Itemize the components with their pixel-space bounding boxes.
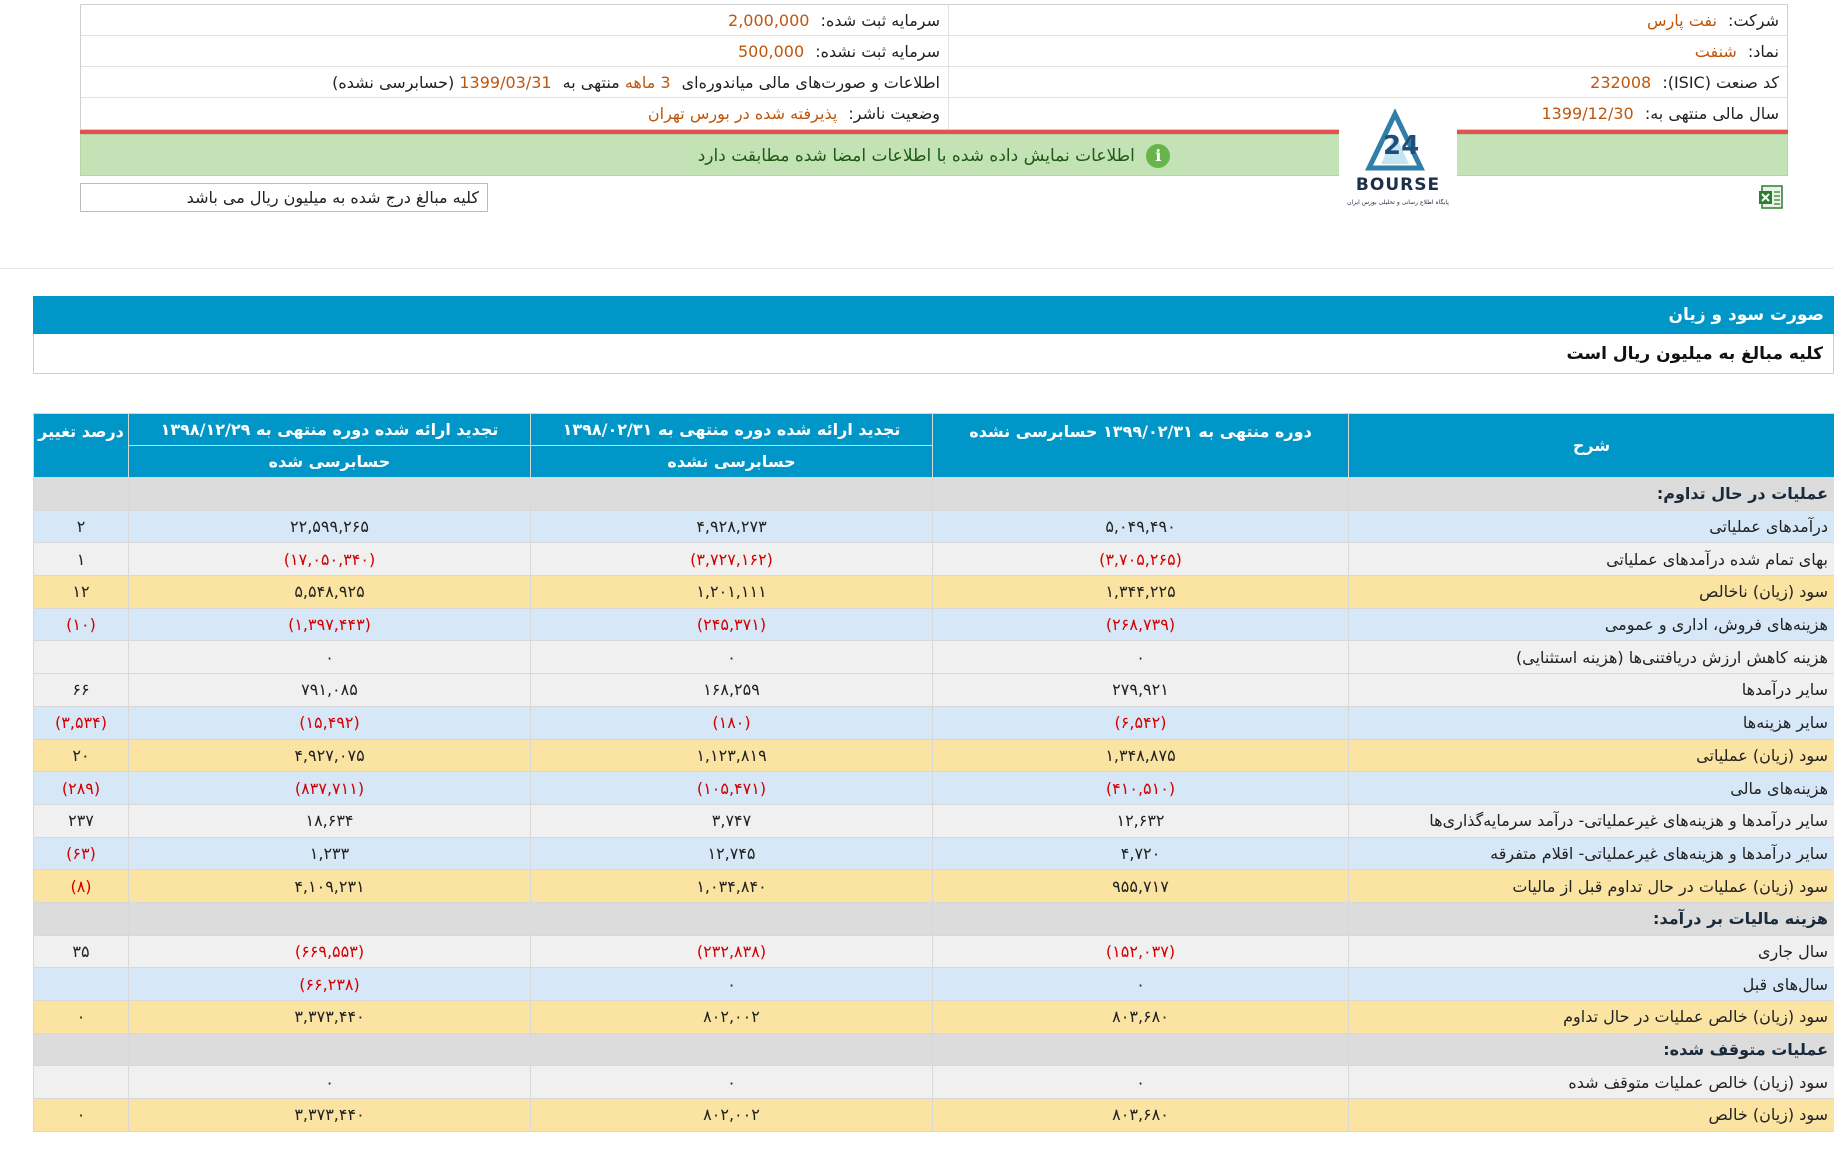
- cell-value: ۴,۱۰۹,۲۳۱: [294, 876, 365, 896]
- cell-value: (۳,۵۳۴): [55, 713, 107, 733]
- row-current-period: [933, 870, 1349, 903]
- cell-value: ۴,۹۲۷,۰۷۵: [294, 745, 365, 765]
- cell-value: ۳,۷۴۷: [711, 811, 752, 831]
- cell-value: ۰: [76, 1105, 86, 1125]
- row-description: سود (زیان) عملیاتی: [1349, 739, 1834, 772]
- row-current-period: [933, 1066, 1349, 1099]
- cell-value: ۱,۲۳۳: [309, 843, 350, 863]
- company-cell: [947, 5, 1787, 35]
- row-current-period: [933, 935, 1349, 968]
- table-row: [34, 1099, 1834, 1132]
- cell-value: ۸۰۳,۶۸۰: [1112, 1007, 1169, 1027]
- row-prior-year: [129, 478, 531, 511]
- info-row-isic: [81, 67, 1787, 98]
- cell-value: ۱۶۸,۲۵۹: [703, 680, 760, 700]
- row-prior-period: [531, 968, 933, 1001]
- logo-number: 24: [1383, 131, 1420, 161]
- cell-value: (۴۱۰,۵۱۰): [1105, 778, 1176, 798]
- logo-caption: پایگاه اطلاع رسانی و تحلیلی بورس ایران: [1347, 199, 1449, 206]
- row-prior-period: [531, 935, 933, 968]
- row-percent-change: [34, 576, 129, 609]
- row-current-period: [933, 804, 1349, 837]
- row-description: سایر درآمدها: [1349, 674, 1834, 707]
- report-period: 3 ماهه: [624, 73, 671, 92]
- page-separator: [0, 268, 1834, 269]
- row-description: سود (زیان) ناخالص: [1349, 576, 1834, 609]
- cell-value: (۳,۷۲۷,۱۶۲): [690, 549, 773, 569]
- row-prior-period: [531, 641, 933, 674]
- company-value: نفت پارس: [1647, 11, 1717, 30]
- row-percent-change: [34, 968, 129, 1001]
- row-prior-year: [129, 706, 531, 739]
- cell-value: (۱۰۵,۴۷۱): [696, 778, 767, 798]
- row-prior-period: [531, 510, 933, 543]
- row-current-period: [933, 739, 1349, 772]
- cell-value: (۱۰): [66, 615, 96, 635]
- verification-status-bar: [80, 134, 1788, 176]
- isic-value: 232008: [1590, 73, 1652, 92]
- row-prior-period: [531, 576, 933, 609]
- cell-value: (۸۳۷,۷۱۱): [294, 778, 365, 798]
- row-description: هزینه کاهش ارزش دریافتنی‌ها (هزینه استثنایی): [1349, 641, 1834, 674]
- cell-value: ۲۷۹,۹۲۱: [1112, 680, 1169, 700]
- cell-value: ۱۲,۷۴۵: [707, 843, 756, 863]
- row-description: بهای تمام شده درآمدهای عملیاتی: [1349, 543, 1834, 576]
- row-prior-year: [129, 1066, 531, 1099]
- registered-capital-label: سرمایه ثبت شده:: [820, 11, 940, 30]
- cell-value: (۱,۳۹۷,۴۴۳): [288, 615, 371, 635]
- cell-value: ۰: [727, 647, 736, 667]
- cell-value: (۱۷,۰۵۰,۳۴۰): [283, 549, 376, 569]
- table-row: [34, 837, 1834, 870]
- cell-value: ۱۲: [72, 582, 90, 602]
- cell-value: ۶۶: [72, 680, 90, 700]
- cell-value: (۶۶۹,۵۵۳): [294, 941, 365, 961]
- row-prior-period: [531, 1066, 933, 1099]
- table-row: [34, 674, 1834, 707]
- header-description: شرح: [1349, 414, 1834, 478]
- row-percent-change: [34, 804, 129, 837]
- row-prior-year: [129, 902, 531, 935]
- row-description: سایر درآمدها و هزینه‌های غیرعملیاتی- اقلام متفرقه: [1349, 837, 1834, 870]
- cell-value: ۰: [325, 1072, 334, 1092]
- row-prior-period: [531, 543, 933, 576]
- report-middle: منتهی به: [562, 73, 620, 92]
- company-info-panel: [80, 4, 1788, 130]
- row-prior-period: [531, 706, 933, 739]
- table-row: [34, 968, 1834, 1001]
- cell-value: ۳۵: [72, 941, 90, 961]
- registered-capital-value: 2,000,000: [728, 11, 810, 30]
- row-current-period: [933, 1099, 1349, 1132]
- header-percent-change: درصد تغییر: [34, 414, 129, 478]
- row-percent-change: [34, 478, 129, 511]
- row-prior-year: [129, 1033, 531, 1066]
- cell-value: ۵,۰۴۹,۴۹۰: [1105, 517, 1176, 537]
- cell-value: (۶۳): [66, 843, 96, 863]
- row-current-period: [933, 543, 1349, 576]
- cell-value: ۸۰۲,۰۰۲: [703, 1007, 760, 1027]
- row-prior-period: [531, 1099, 933, 1132]
- cell-value: ۹۵۵,۷۱۷: [1112, 876, 1169, 896]
- row-percent-change: [34, 1001, 129, 1034]
- row-current-period: [933, 1033, 1349, 1066]
- table-row: [34, 772, 1834, 805]
- row-percent-change: [34, 1033, 129, 1066]
- row-description: سال جاری: [1349, 935, 1834, 968]
- cell-value: ۱,۳۴۴,۲۲۵: [1105, 582, 1176, 602]
- row-description: عملیات متوقف شده:: [1349, 1033, 1834, 1066]
- cell-value: ۲۰: [72, 745, 90, 765]
- row-prior-year: [129, 837, 531, 870]
- row-current-period: [933, 968, 1349, 1001]
- row-description: هزینه‌های فروش، اداری و عمومی: [1349, 608, 1834, 641]
- row-prior-year: [129, 772, 531, 805]
- row-prior-period: [531, 739, 933, 772]
- row-prior-year: [129, 510, 531, 543]
- table-row: [34, 641, 1834, 674]
- row-percent-change: [34, 935, 129, 968]
- symbol-cell: [947, 36, 1787, 66]
- row-percent-change: [34, 772, 129, 805]
- section-title: صورت سود و زیان: [33, 296, 1834, 334]
- cell-value: (۸): [70, 876, 92, 896]
- row-percent-change: [34, 641, 129, 674]
- fiscal-year-label: سال مالی منتهی به:: [1644, 104, 1779, 123]
- row-description: سایر هزینه‌ها: [1349, 706, 1834, 739]
- cell-value: (۱۵,۴۹۲): [299, 713, 360, 733]
- header-prior-year-audit: حسابرسی شده: [129, 446, 531, 478]
- info-row-symbol: [81, 36, 1787, 67]
- table-row: [34, 870, 1834, 903]
- row-description: سود (زیان) خالص: [1349, 1099, 1834, 1132]
- row-prior-period: [531, 1001, 933, 1034]
- row-description: سود (زیان) خالص عملیات در حال تداوم: [1349, 1001, 1834, 1034]
- row-current-period: [933, 706, 1349, 739]
- cell-value: (۳,۷۰۵,۲۶۵): [1099, 549, 1182, 569]
- cell-value: ۲۲,۵۹۹,۲۶۵: [290, 517, 369, 537]
- row-current-period: [933, 902, 1349, 935]
- row-prior-year: [129, 641, 531, 674]
- cell-value: ۱,۰۳۴,۸۴۰: [696, 876, 767, 896]
- symbol-value[interactable]: شنفت: [1694, 42, 1737, 61]
- isic-label: کد صنعت (ISIC):: [1662, 73, 1779, 92]
- row-percent-change: [34, 674, 129, 707]
- cell-value: ۱: [76, 549, 86, 569]
- row-percent-change: [34, 837, 129, 870]
- row-prior-period: [531, 1033, 933, 1066]
- row-prior-year: [129, 1001, 531, 1034]
- info-row-fiscal: [81, 98, 1787, 129]
- row-percent-change: [34, 608, 129, 641]
- row-prior-period: [531, 804, 933, 837]
- cell-value: (۲۳۲,۸۳۸): [696, 941, 767, 961]
- cell-value: ۲: [76, 517, 86, 537]
- company-label: شرکت:: [1728, 11, 1779, 30]
- cell-value: ۰: [727, 974, 736, 994]
- cell-value: (۱۵۲,۰۳۷): [1105, 941, 1176, 961]
- logo-text: BOURSE: [1355, 175, 1441, 195]
- isic-cell: [947, 67, 1787, 97]
- cell-value: ۳,۳۷۳,۴۴۰: [294, 1105, 365, 1125]
- cell-value: ۸۰۳,۶۸۰: [1112, 1105, 1169, 1125]
- cell-value: ۱,۳۴۸,۸۷۵: [1105, 745, 1176, 765]
- cell-value: ۰: [325, 647, 334, 667]
- cell-value: ۴,۷۲۰: [1120, 843, 1161, 863]
- cell-value: ۸۰۲,۰۰۲: [703, 1105, 760, 1125]
- publisher-status-cell: [81, 98, 949, 129]
- cell-value: ۱,۲۰۱,۱۱۱: [696, 582, 767, 602]
- cell-value: ۷۹۱,۰۸۵: [301, 680, 358, 700]
- row-current-period: [933, 510, 1349, 543]
- report-date: 1399/03/31: [459, 73, 552, 92]
- row-current-period: [933, 576, 1349, 609]
- report-description-cell: [81, 67, 949, 97]
- cell-value: (۲۶۸,۷۳۹): [1105, 615, 1176, 635]
- row-prior-period: [531, 608, 933, 641]
- info-row-company: [81, 5, 1787, 36]
- cell-value: ۰: [1136, 974, 1145, 994]
- header-prior-period: تجدید ارائه شده دوره منتهی به ۱۳۹۸/۰۲/۳۱: [531, 414, 933, 446]
- row-prior-period: [531, 674, 933, 707]
- cell-value: ۰: [76, 1007, 86, 1027]
- fiscal-year-value: 1399/12/30: [1541, 104, 1634, 123]
- row-prior-year: [129, 576, 531, 609]
- row-prior-period: [531, 902, 933, 935]
- row-current-period: [933, 641, 1349, 674]
- unregistered-capital-cell: [81, 36, 949, 66]
- publisher-status-label: وضعیت ناشر:: [848, 104, 940, 123]
- cell-value: (۶۶,۲۳۸): [299, 974, 360, 994]
- row-prior-year: [129, 870, 531, 903]
- table-body: [34, 478, 1834, 1132]
- table-row: [34, 543, 1834, 576]
- table-section-row: [34, 902, 1834, 935]
- bourse24-logo[interactable]: [1339, 104, 1457, 212]
- table-row: [34, 510, 1834, 543]
- cell-value: ۰: [1136, 647, 1145, 667]
- row-prior-period: [531, 837, 933, 870]
- row-current-period: [933, 478, 1349, 511]
- cell-value: ۰: [1136, 1072, 1145, 1092]
- row-description: هزینه مالیات بر درآمد:: [1349, 902, 1834, 935]
- cell-value: ۵,۵۴۸,۹۲۵: [294, 582, 365, 602]
- cell-value: ۴,۹۲۸,۲۷۳: [696, 517, 767, 537]
- row-prior-period: [531, 870, 933, 903]
- header-prior-period-audit: حسابرسی نشده: [531, 446, 933, 478]
- cell-value: ۰: [727, 1072, 736, 1092]
- bourse24-logo-graphic: [1339, 104, 1457, 212]
- table-row: [34, 608, 1834, 641]
- income-statement-table: [33, 413, 1834, 1132]
- row-description: سال‌های قبل: [1349, 968, 1834, 1001]
- row-current-period: [933, 772, 1349, 805]
- info-icon: i: [1146, 144, 1170, 168]
- row-percent-change: [34, 870, 129, 903]
- row-percent-change: [34, 1066, 129, 1099]
- section-subtitle: کلیه مبالغ به میلیون ریال است: [33, 334, 1834, 374]
- table-row: [34, 739, 1834, 772]
- table-section-row: [34, 1033, 1834, 1066]
- report-prefix: اطلاعات و صورت‌های مالی میاندوره‌ای: [681, 73, 940, 92]
- row-current-period: [933, 837, 1349, 870]
- status-message: اطلاعات نمایش داده شده با اطلاعات امضا شده مطابقت دارد: [697, 146, 1135, 166]
- status-text-wrap: [81, 144, 1787, 168]
- table-row: [34, 576, 1834, 609]
- row-percent-change: [34, 543, 129, 576]
- row-percent-change: [34, 1099, 129, 1132]
- row-prior-year: [129, 804, 531, 837]
- cell-value: (۲۴۵,۳۷۱): [696, 615, 767, 635]
- header-current-period: دوره منتهی به ۱۳۹۹/۰۲/۳۱ حسابرسی نشده: [933, 414, 1349, 478]
- table-section-row: [34, 478, 1834, 511]
- row-description: هزینه‌های مالی: [1349, 772, 1834, 805]
- row-description: درآمدهای عملیاتی: [1349, 510, 1834, 543]
- row-prior-year: [129, 739, 531, 772]
- table-row: [34, 1066, 1834, 1099]
- row-prior-year: [129, 935, 531, 968]
- cell-value: (۲۸۹): [61, 778, 101, 798]
- publisher-status-value: پذیرفته شده در بورس تهران: [647, 104, 838, 123]
- cell-value: ۲۳۷: [68, 811, 94, 831]
- cell-value: ۱۸,۶۳۴: [305, 811, 354, 831]
- unregistered-capital-value: 500,000: [737, 42, 805, 61]
- currency-note-box: کلیه مبالغ درج شده به میلیون ریال می باشد: [80, 183, 488, 212]
- report-audit-status: (حسابرسی نشده): [332, 73, 455, 92]
- registered-capital-cell: [81, 5, 949, 35]
- symbol-label: نماد:: [1747, 42, 1779, 61]
- cell-value: ۱۲,۶۳۲: [1116, 811, 1165, 831]
- table-row: [34, 935, 1834, 968]
- row-prior-period: [531, 772, 933, 805]
- row-description: سود (زیان) خالص عملیات متوقف شده: [1349, 1066, 1834, 1099]
- row-prior-period: [531, 478, 933, 511]
- row-percent-change: [34, 902, 129, 935]
- unregistered-capital-label: سرمایه ثبت نشده:: [815, 42, 940, 61]
- table-row: [34, 706, 1834, 739]
- row-description: عملیات در حال تداوم:: [1349, 478, 1834, 511]
- row-current-period: [933, 608, 1349, 641]
- row-prior-year: [129, 1099, 531, 1132]
- excel-export-icon[interactable]: [1758, 184, 1784, 210]
- table-row: [34, 804, 1834, 837]
- row-percent-change: [34, 739, 129, 772]
- cell-value: (۱۸۰): [712, 713, 751, 733]
- row-percent-change: [34, 706, 129, 739]
- row-percent-change: [34, 510, 129, 543]
- header-prior-year: تجدید ارائه شده دوره منتهی به ۱۳۹۸/۱۲/۲۹: [129, 414, 531, 446]
- cell-value: (۶,۵۴۲): [1114, 713, 1167, 733]
- row-prior-year: [129, 674, 531, 707]
- row-description: سایر درآمدها و هزینه‌های غیرعملیاتی- درآمد سرمایه‌گذاری‌ها: [1349, 804, 1834, 837]
- row-prior-year: [129, 543, 531, 576]
- cell-value: ۱,۱۲۳,۸۱۹: [696, 745, 767, 765]
- row-current-period: [933, 674, 1349, 707]
- row-prior-year: [129, 608, 531, 641]
- table-header-row: [34, 414, 1834, 446]
- row-description: سود (زیان) عملیات در حال تداوم قبل از مالیات: [1349, 870, 1834, 903]
- row-prior-year: [129, 968, 531, 1001]
- table-row: [34, 1001, 1834, 1034]
- cell-value: ۳,۳۷۳,۴۴۰: [294, 1007, 365, 1027]
- row-current-period: [933, 1001, 1349, 1034]
